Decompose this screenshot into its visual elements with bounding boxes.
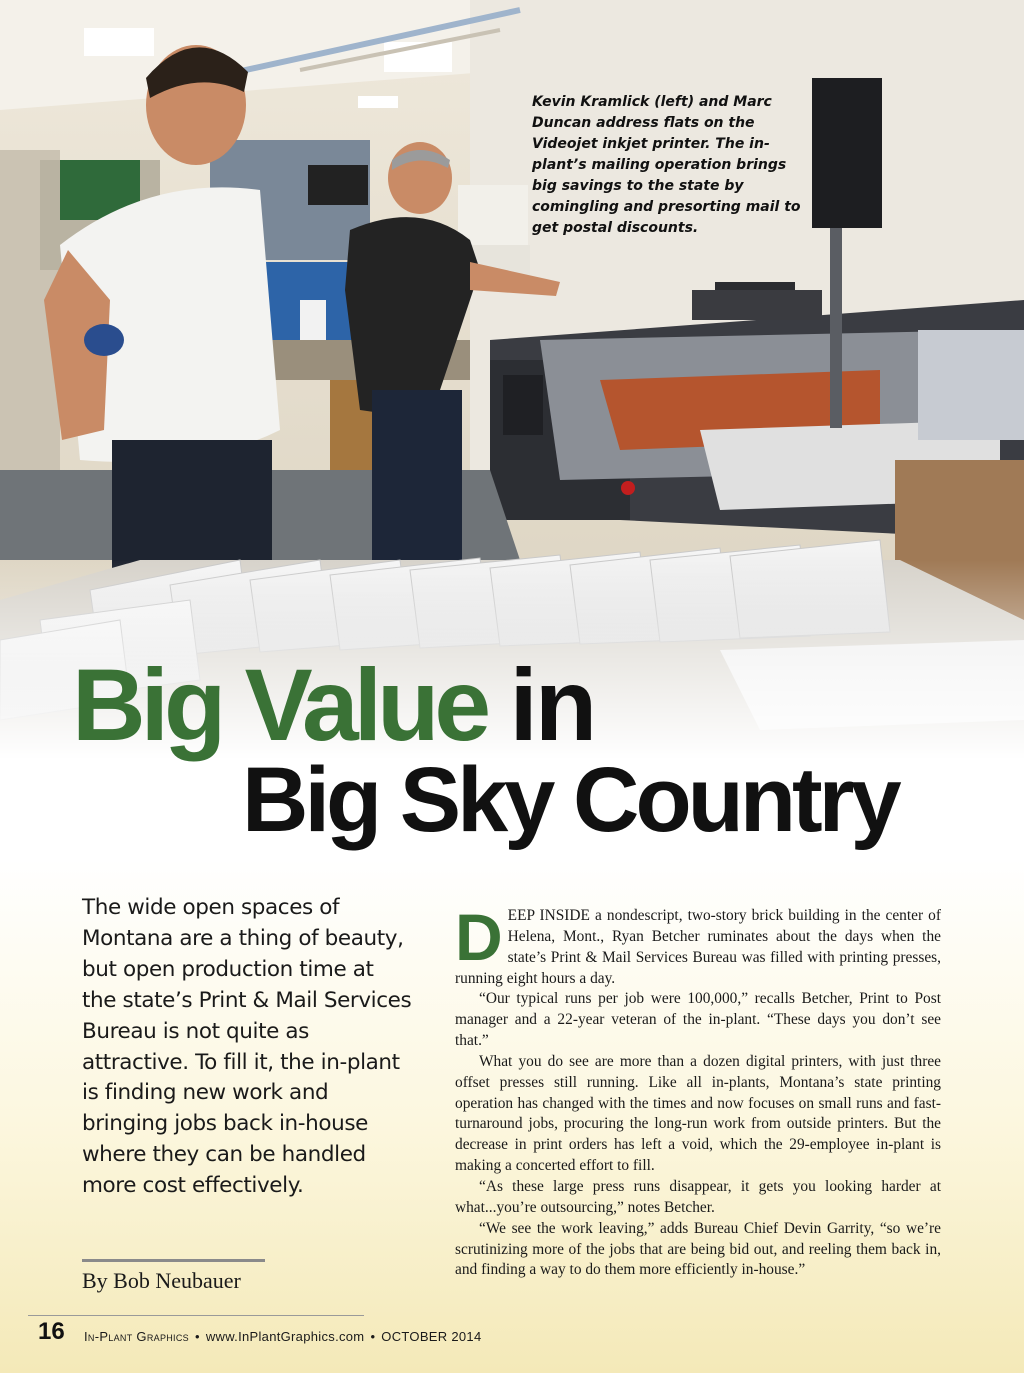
article-deck: The wide open spaces of Montana are a thing of beauty, but open production time at the state’s Print & Mail Services Bureau is not quite as attractive. To fill it, the in-plant is finding new work and bringing jobs back in-house where they can be handled more cost effectively. [82,895,412,1199]
article-body [455,900,941,1281]
article-headline [0,640,1024,860]
page-number: 16 [38,1318,65,1345]
body-paragraph: “As these large press runs disappear, it gets you looking harder at what...you’re outsourcing,” notes Betcher. [455,1177,941,1216]
separator-dot: • [194,1329,200,1344]
photo-caption: Kevin Kramlick (left) and Marc Duncan address flats on the Videojet inkjet printer. The in-plant’s mailing operation brings big savings to the state by comingling and presorting mail to get postal discounts. [532,94,801,236]
publication-name: In-Plant Graphics [84,1329,189,1344]
headline-line-2: Big Sky Country [242,749,898,851]
body-paragraph: What you do see are more than a dozen digital printers, with just three offset presses still running. Like all in-plants, Montana’s state printing operation has changed with the times and now focuses on small runs and fast-turnaround jobs, procuring the long-run work from outside printers. But the decrease in print orders has left a void, which the 29-employee in-plant is making a concerted effort to fill. [455,1052,941,1175]
lead-caps: EEP INSIDE [507,907,590,924]
headline-in-text: in [509,648,595,762]
running-footer [84,1329,481,1344]
body-paragraph [455,900,941,989]
headline-green-text: Big Value [72,648,487,762]
paragraph-text: a nondescript, two-story brick building in the center of Helena, Mont., Ryan Betcher ruminates about the days when the state’s Print & Mail Services Bureau was filled with printing presses, running eight hours a day. [455,907,941,987]
body-paragraph: “Our typical runs per job were 100,000,” recalls Betcher, Print to Post manager and a 22-year veteran of the in-plant. “These days you don’t see that.” [455,990,941,1050]
footer-divider [28,1315,364,1316]
separator-dot: • [370,1329,376,1344]
drop-cap: D [455,900,503,974]
publication-url: www.InPlantGraphics.com [205,1329,365,1344]
issue-date: OCTOBER 2014 [381,1329,482,1344]
byline: By Bob Neubauer [82,1268,241,1293]
byline-divider [82,1259,265,1262]
body-paragraph: “We see the work leaving,” adds Bureau Chief Devin Garrity, “so we’re scrutinizing more of the jobs that are being bid out, and reeling them back in, and finding a way to do them more efficiently in-house.” [455,1219,941,1279]
